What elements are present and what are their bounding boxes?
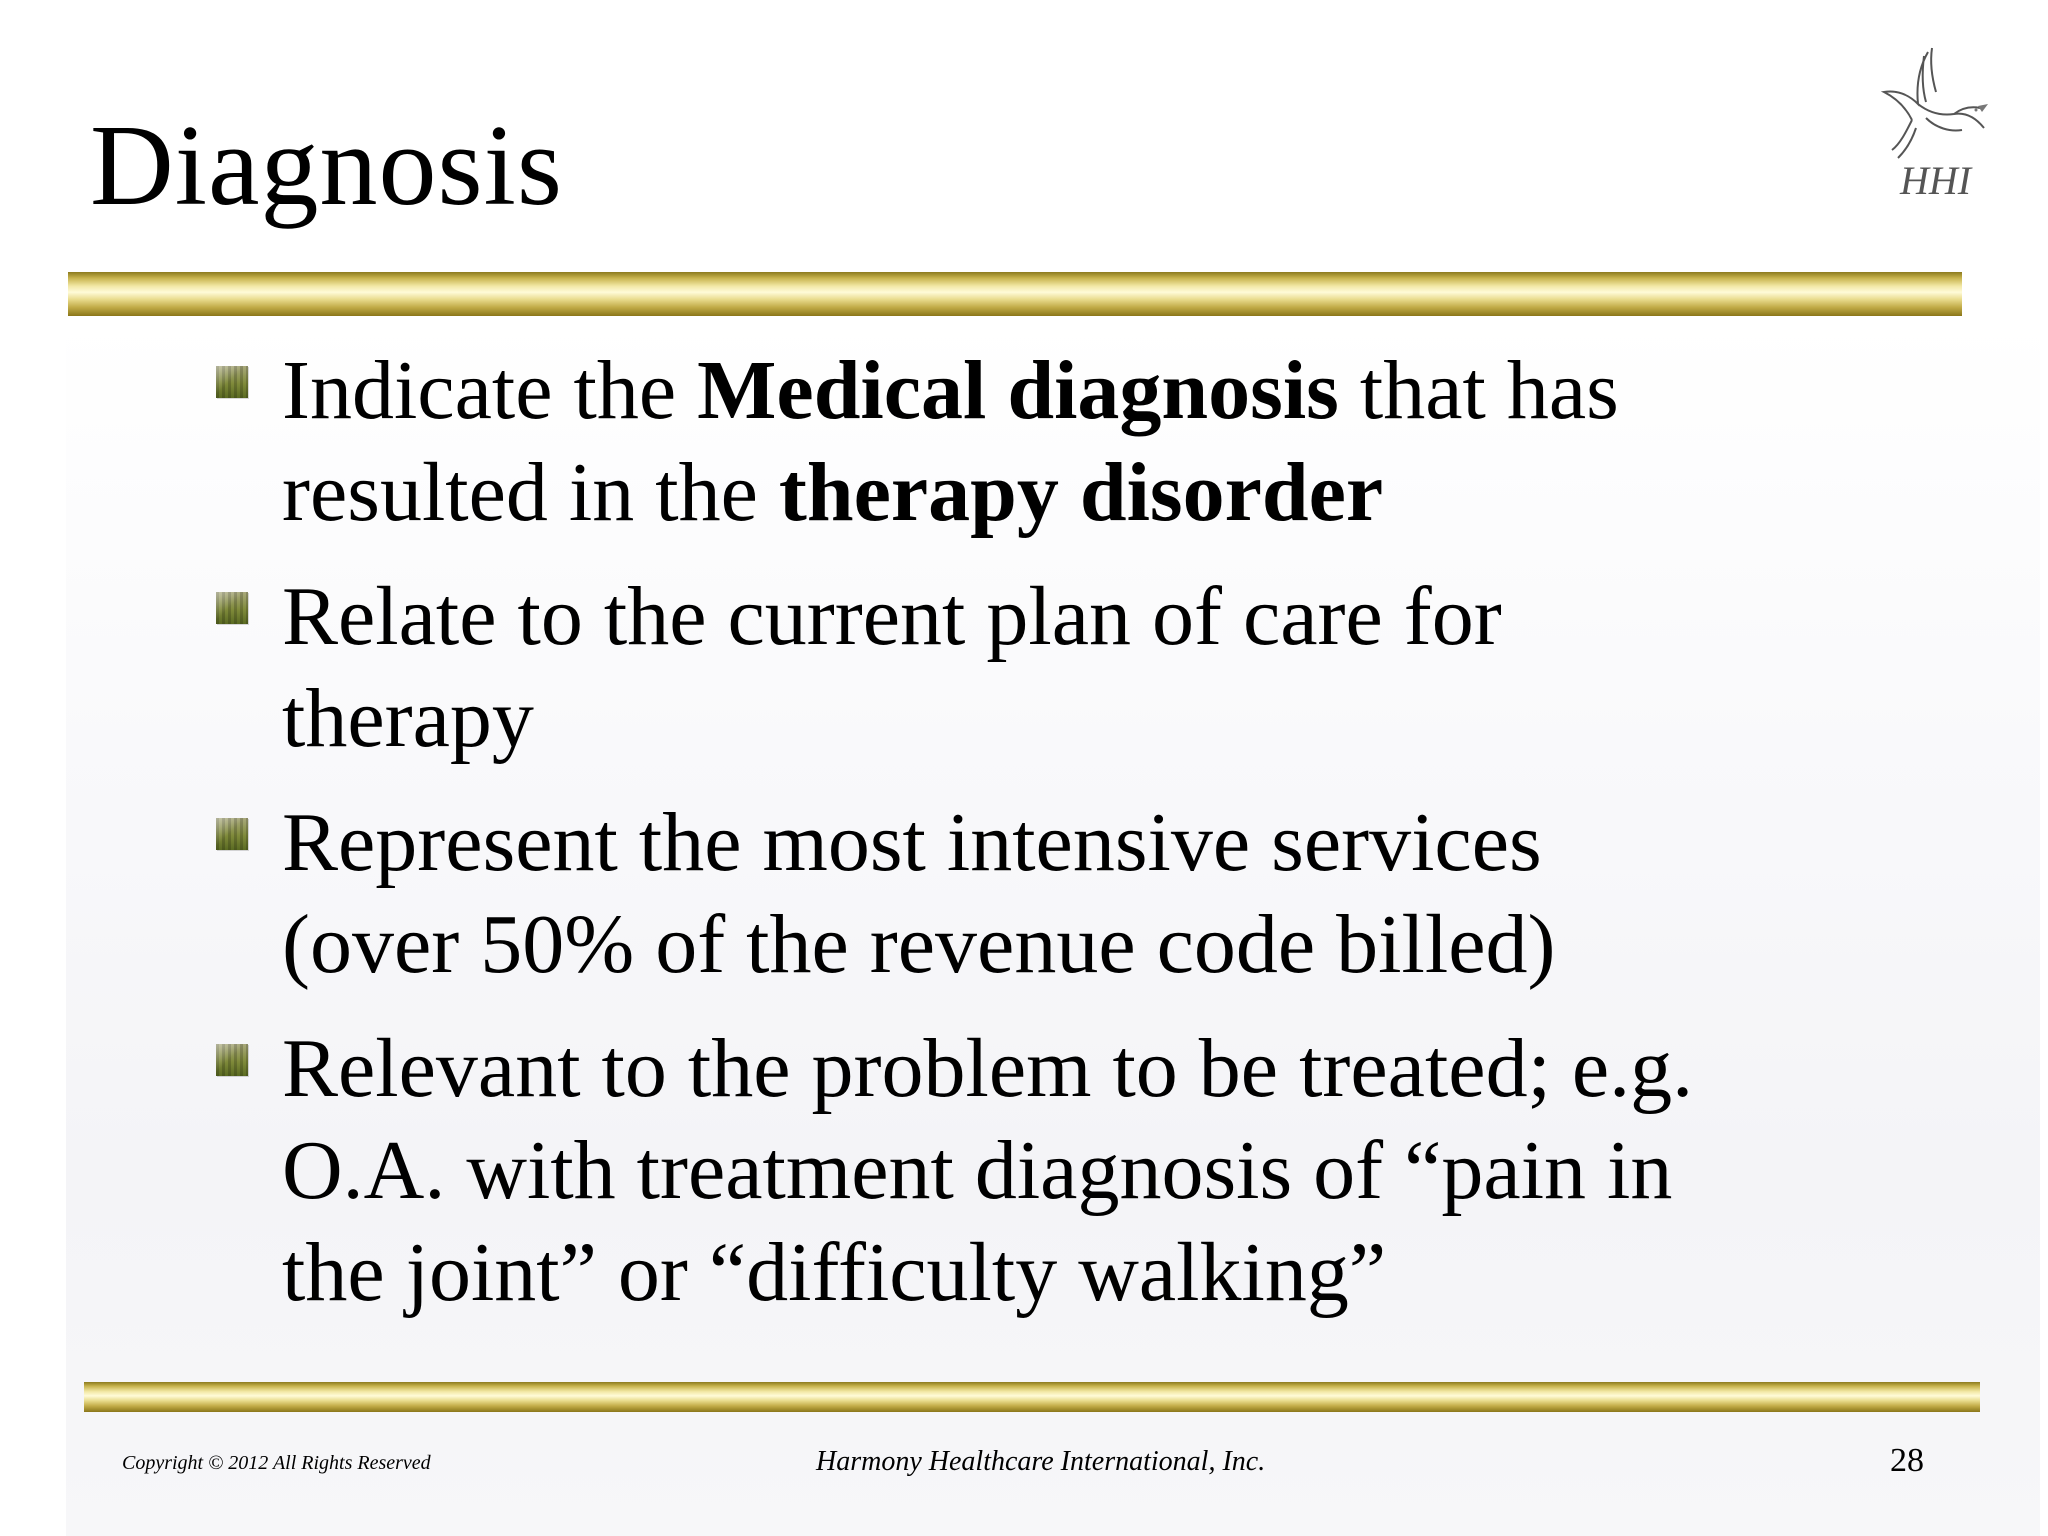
logo-text: HHI (1900, 158, 1972, 202)
bullet-line: resulted in the therapy disorder (282, 446, 1384, 539)
dove-logo-icon (1866, 32, 1998, 202)
bullet-item (216, 566, 1996, 770)
bullet-item (216, 1018, 1996, 1324)
bullet-line: Indicate the Medical diagnosis that has (282, 344, 1619, 437)
top-divider (68, 272, 1962, 316)
square-bullet-icon (216, 366, 248, 398)
page-number: 28 (1890, 1442, 1924, 1479)
footer-company: Harmony Healthcare International, Inc. (816, 1446, 1266, 1477)
slide-title: Diagnosis (90, 102, 563, 230)
footer-copyright: Copyright © 2012 All Rights Reserved (122, 1452, 431, 1474)
bold-text: Medical diagnosis (697, 344, 1339, 437)
bullet-item (216, 340, 1996, 544)
bullet-item (216, 792, 1996, 996)
bullet-list (216, 340, 1996, 1346)
bullet-line: therapy (282, 672, 534, 765)
square-bullet-icon (216, 592, 248, 624)
square-bullet-icon (216, 818, 248, 850)
square-bullet-icon (216, 1044, 248, 1076)
bullet-line: Relevant to the problem to be treated; e.g. (282, 1022, 1694, 1115)
bold-text: therapy disorder (778, 446, 1384, 539)
bullet-line: O.A. with treatment diagnosis of “pain in (282, 1124, 1673, 1217)
bullet-line: the joint” or “difficulty walking” (282, 1226, 1387, 1319)
bottom-divider (84, 1382, 1980, 1412)
bullet-line: Relate to the current plan of care for (282, 570, 1502, 663)
bullet-line: Represent the most intensive services (282, 796, 1542, 889)
bullet-line: (over 50% of the revenue code billed) (282, 898, 1556, 991)
